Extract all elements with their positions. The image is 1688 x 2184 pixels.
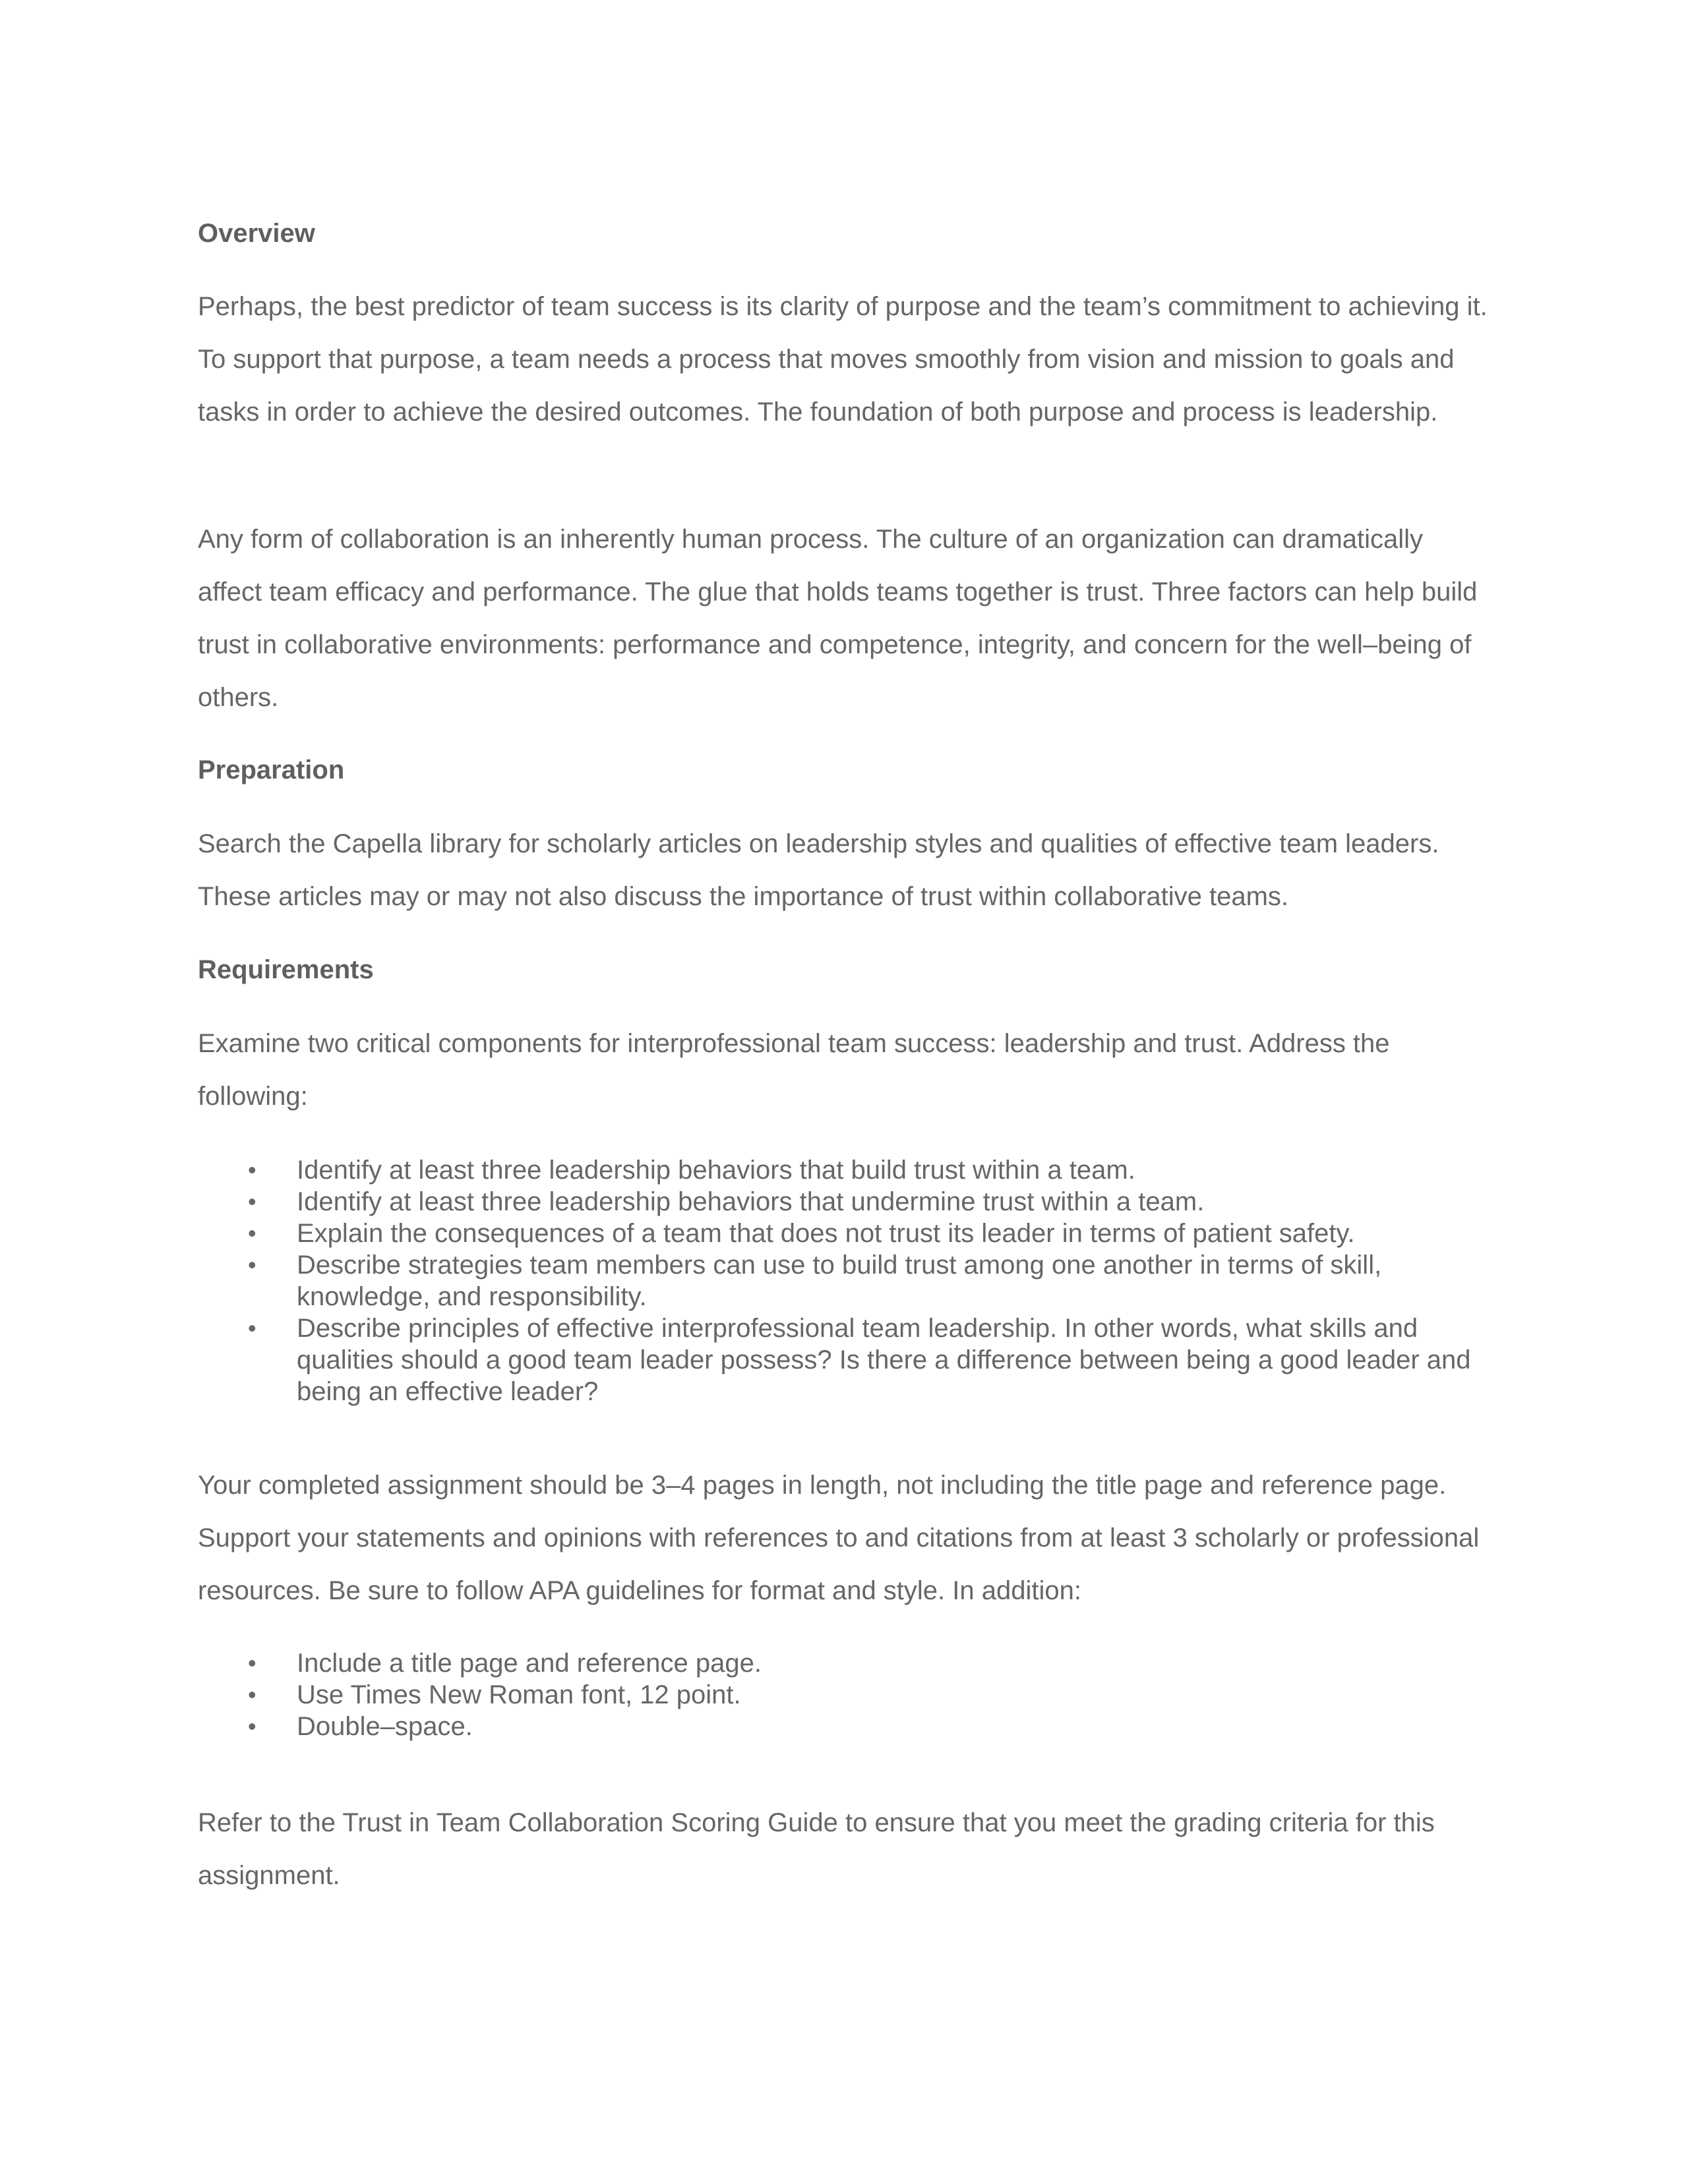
bullet-icon: •: [248, 1713, 256, 1740]
list-item: [198, 1186, 1490, 1218]
list-item: [198, 1249, 1490, 1313]
bullet-icon: •: [248, 1649, 256, 1676]
list-item: [198, 1218, 1490, 1249]
list-item-text: Explain the consequences of a team that does not trust its leader in terms of patient safety.: [297, 1219, 1355, 1248]
list-item-text: Describe principles of effective interprofessional team leadership. In other words, what skills and qualities should a good team leader possess? Is there a difference between being a good leader and being an effective leader?: [297, 1314, 1471, 1406]
list-item: [198, 1154, 1490, 1186]
list-item-text: Use Times New Roman font, 12 point.: [297, 1680, 741, 1709]
bullet-icon: •: [248, 1681, 256, 1708]
requirements-heading: Requirements: [198, 955, 374, 984]
list-item: [198, 1711, 1490, 1742]
requirements-list: [198, 1154, 1490, 1407]
overview-paragraph-1: Perhaps, the best predictor of team success is its clarity of purpose and the team’s commitment to achieving it. To support that purpose, a team needs a process that moves smoothly from vision and mission to goals and tasks in order to achieve the desired outcomes. The foundation of both purpose and process is leadership.: [198, 292, 1488, 427]
overview-heading: Overview: [198, 219, 315, 248]
list-item-text: Describe strategies team members can use to build trust among one another in terms of skill, knowledge, and responsibility.: [297, 1251, 1382, 1311]
closing-paragraph: Refer to the Trust in Team Collaboration Scoring Guide to ensure that you meet the grading criteria for this assignment.: [198, 1808, 1435, 1890]
list-item: [198, 1647, 1490, 1679]
format-list: [198, 1647, 1490, 1742]
bullet-icon: •: [248, 1220, 256, 1247]
bullet-icon: •: [248, 1314, 256, 1342]
list-item-text: Double–space.: [297, 1712, 473, 1741]
list-item: [198, 1679, 1490, 1711]
list-item: [198, 1313, 1490, 1407]
requirements-intro: Examine two critical components for interprofessional team success: leadership and trust. Address the following:: [198, 1029, 1390, 1111]
preparation-heading: Preparation: [198, 755, 345, 784]
list-item-text: Include a title page and reference page.: [297, 1649, 762, 1678]
bullet-icon: •: [248, 1251, 256, 1278]
list-item-text: Identify at least three leadership behaviors that undermine trust within a team.: [297, 1187, 1205, 1216]
overview-paragraph-2: Any form of collaboration is an inherently human process. The culture of an organization can dramatically affect team efficacy and performance. The glue that holds teams together is trust. Three factors can help build trust in collaborative environments: performance and competence, integrity, and concern for the well–being of others.: [198, 525, 1478, 712]
bullet-icon: •: [248, 1156, 256, 1183]
bullet-icon: •: [248, 1188, 256, 1215]
document-page: [198, 0, 1490, 2184]
list-item-text: Identify at least three leadership behaviors that build trust within a team.: [297, 1156, 1135, 1185]
preparation-paragraph: Search the Capella library for scholarly articles on leadership styles and qualities of effective team leaders. These articles may or may not also discuss the importance of trust within collaborative teams.: [198, 829, 1439, 911]
length-paragraph: Your completed assignment should be 3–4 pages in length, not including the title page and reference page. Support your statements and opinions with references to and citations from at least 3 scholarly or professional resources. Be sure to follow APA guidelines for format and style. In addition:: [198, 1471, 1480, 1605]
